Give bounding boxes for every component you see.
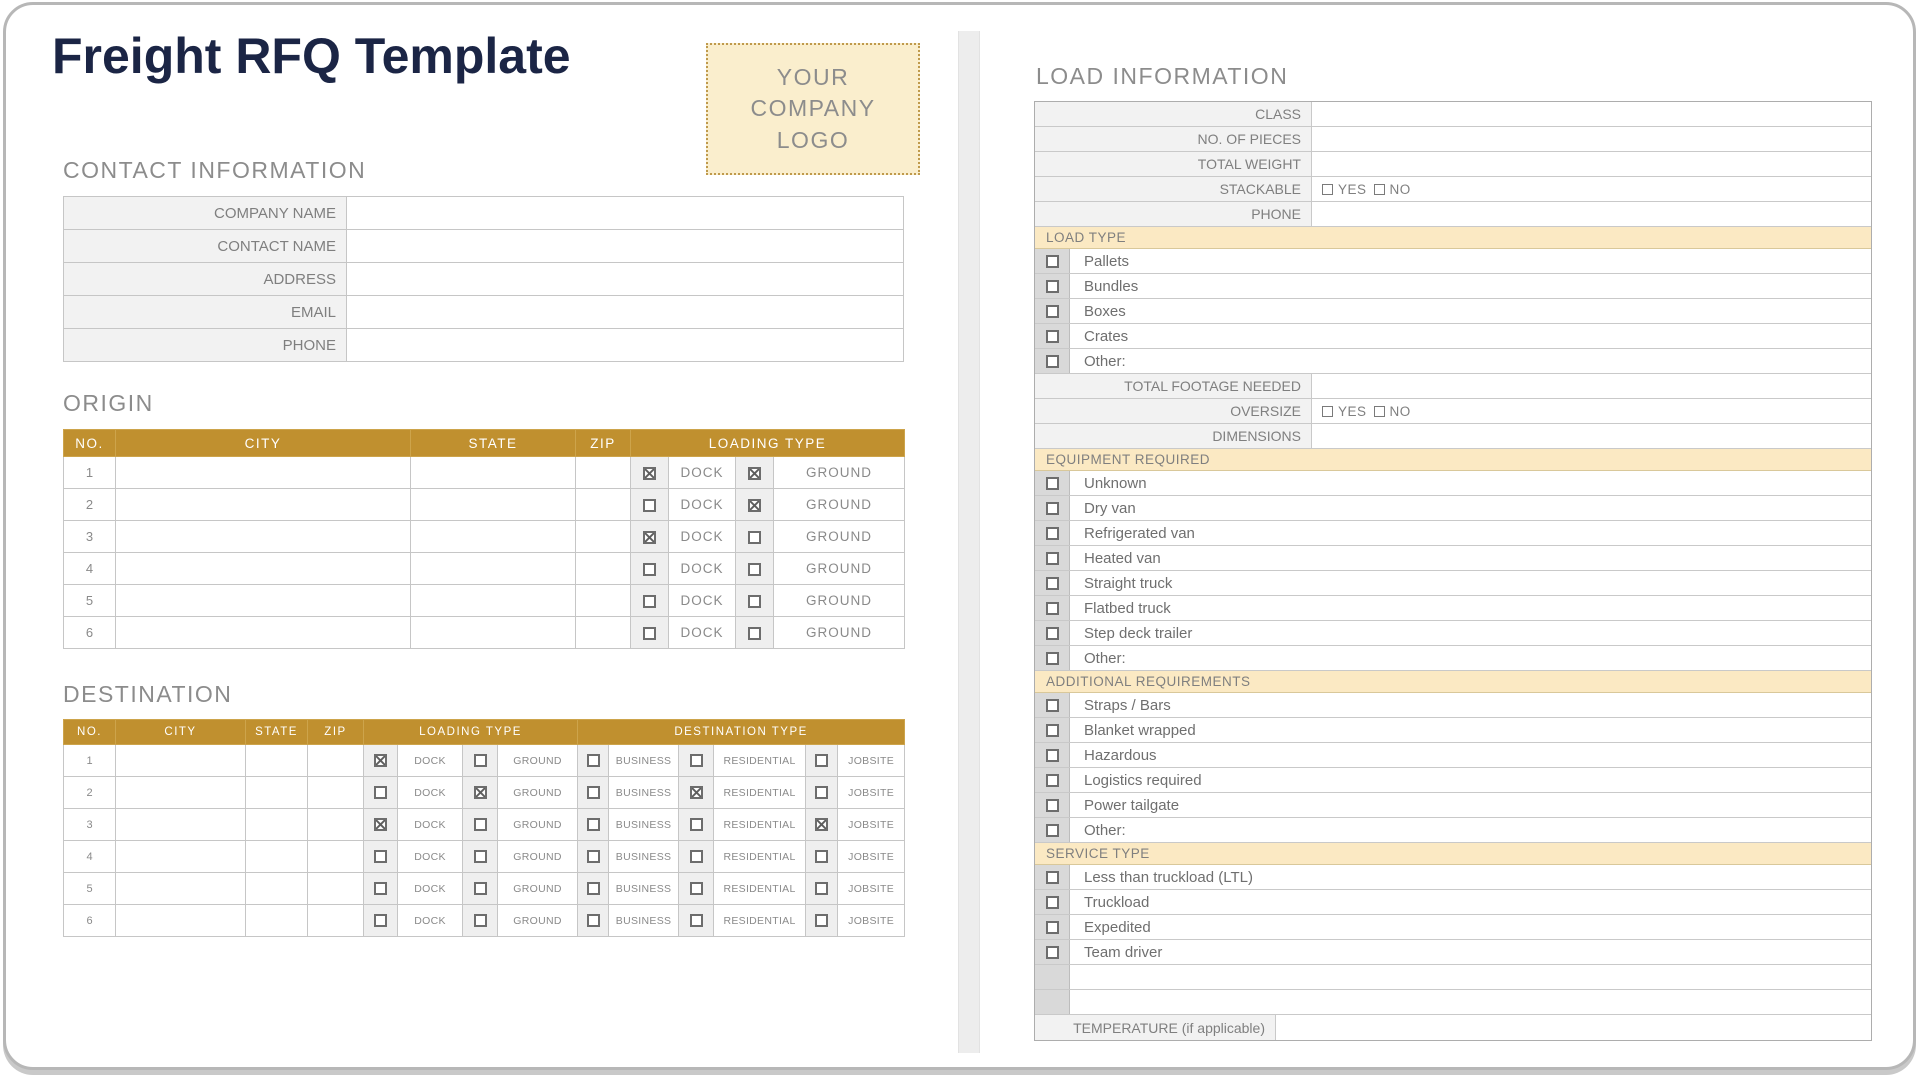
power-tailgate-checkbox[interactable] bbox=[1046, 799, 1059, 812]
crates-checkbox[interactable] bbox=[1046, 330, 1059, 343]
list-item bbox=[1035, 718, 1871, 743]
unknown-checkbox[interactable] bbox=[1046, 477, 1059, 490]
city-field[interactable] bbox=[116, 521, 411, 553]
city-field[interactable] bbox=[116, 905, 246, 937]
logistics-required-checkbox[interactable] bbox=[1046, 774, 1059, 787]
stackable-label: STACKABLE bbox=[1035, 177, 1312, 201]
table-row bbox=[1035, 177, 1871, 202]
no-label: NO bbox=[1389, 403, 1411, 419]
city-field[interactable] bbox=[116, 809, 246, 841]
list-item bbox=[1035, 521, 1871, 546]
destination-heading: DESTINATION bbox=[63, 681, 233, 707]
destination-row-5 bbox=[64, 873, 905, 905]
truckload-checkbox[interactable] bbox=[1046, 896, 1059, 909]
state-field[interactable] bbox=[246, 905, 308, 937]
list-item bbox=[1035, 496, 1871, 521]
straps-bars-label: Straps / Bars bbox=[1070, 693, 1871, 717]
power-tailgate-label: Power tailgate bbox=[1070, 793, 1871, 817]
business-checkbox[interactable] bbox=[587, 818, 600, 831]
dock-label: DOCK bbox=[398, 841, 463, 873]
equipment-other-checkbox[interactable] bbox=[1046, 652, 1059, 665]
dock-checkbox[interactable] bbox=[643, 531, 656, 544]
ground-checkbox[interactable] bbox=[748, 627, 761, 640]
ground-checkbox[interactable] bbox=[748, 467, 761, 480]
list-item bbox=[1035, 890, 1871, 915]
row-number: 1 bbox=[64, 745, 116, 777]
residential-label: RESIDENTIAL bbox=[714, 745, 806, 777]
state-field[interactable] bbox=[246, 745, 308, 777]
ltl-checkbox[interactable] bbox=[1046, 871, 1059, 884]
destination-header-row bbox=[64, 720, 905, 745]
empty-field[interactable] bbox=[1070, 965, 1871, 989]
row-number: 6 bbox=[64, 905, 116, 937]
state-field[interactable] bbox=[246, 777, 308, 809]
dock-checkbox[interactable] bbox=[374, 786, 387, 799]
dock-label: DOCK bbox=[398, 905, 463, 937]
business-label: BUSINESS bbox=[609, 809, 679, 841]
straps-bars-checkbox[interactable] bbox=[1046, 699, 1059, 712]
additional-other-label: Other: bbox=[1070, 818, 1871, 842]
zip-field[interactable] bbox=[576, 585, 631, 617]
col-header-loading-type: LOADING TYPE bbox=[364, 720, 578, 745]
ground-label: GROUND bbox=[498, 745, 578, 777]
ground-checkbox[interactable] bbox=[748, 563, 761, 576]
list-item bbox=[1035, 299, 1871, 324]
dock-checkbox[interactable] bbox=[374, 882, 387, 895]
total-weight-field[interactable] bbox=[1312, 152, 1871, 176]
ground-checkbox[interactable] bbox=[474, 914, 487, 927]
logo-line-2: COMPANY bbox=[750, 95, 876, 122]
hazardous-label: Hazardous bbox=[1070, 743, 1871, 767]
company-name-label: COMPANY NAME bbox=[64, 197, 347, 230]
company-logo-placeholder[interactable] bbox=[706, 43, 920, 175]
zip-field[interactable] bbox=[576, 617, 631, 649]
business-checkbox[interactable] bbox=[587, 786, 600, 799]
state-field[interactable] bbox=[411, 457, 576, 489]
jobsite-label: JOBSITE bbox=[838, 809, 905, 841]
load-information-heading: LOAD INFORMATION bbox=[1036, 63, 1289, 89]
logistics-required-label: Logistics required bbox=[1070, 768, 1871, 792]
row-number: 3 bbox=[64, 521, 116, 553]
ground-label: GROUND bbox=[498, 777, 578, 809]
origin-row-4 bbox=[64, 553, 905, 585]
jobsite-label: JOBSITE bbox=[838, 841, 905, 873]
ltl-label: Less than truckload (LTL) bbox=[1070, 865, 1871, 889]
load-type-other-checkbox[interactable] bbox=[1046, 355, 1059, 368]
heated-van-checkbox[interactable] bbox=[1046, 552, 1059, 565]
table-row bbox=[64, 263, 904, 296]
step-deck-trailer-checkbox[interactable] bbox=[1046, 627, 1059, 640]
residential-checkbox[interactable] bbox=[690, 914, 703, 927]
origin-header-row bbox=[64, 430, 905, 457]
team-driver-checkbox[interactable] bbox=[1046, 946, 1059, 959]
empty-row bbox=[1035, 965, 1871, 990]
list-item bbox=[1035, 546, 1871, 571]
crates-label: Crates bbox=[1070, 324, 1871, 348]
origin-row-3 bbox=[64, 521, 905, 553]
list-item bbox=[1035, 818, 1871, 843]
empty-cell bbox=[1035, 965, 1070, 989]
col-header-no: NO. bbox=[64, 430, 116, 457]
residential-checkbox[interactable] bbox=[690, 882, 703, 895]
table-row bbox=[64, 296, 904, 329]
table-row bbox=[1035, 202, 1871, 227]
dock-label: DOCK bbox=[669, 617, 736, 649]
business-label: BUSINESS bbox=[609, 905, 679, 937]
city-field[interactable] bbox=[116, 841, 246, 873]
ground-label: GROUND bbox=[498, 809, 578, 841]
list-item bbox=[1035, 768, 1871, 793]
ground-label: GROUND bbox=[774, 585, 905, 617]
residential-label: RESIDENTIAL bbox=[714, 777, 806, 809]
list-item bbox=[1035, 571, 1871, 596]
table-row bbox=[1035, 1015, 1871, 1040]
state-field[interactable] bbox=[411, 553, 576, 585]
table-row bbox=[1035, 127, 1871, 152]
yes-label: YES bbox=[1338, 403, 1367, 419]
refrigerated-van-label: Refrigerated van bbox=[1070, 521, 1871, 545]
dock-checkbox[interactable] bbox=[643, 595, 656, 608]
dock-checkbox[interactable] bbox=[374, 914, 387, 927]
dry-van-checkbox[interactable] bbox=[1046, 502, 1059, 515]
list-item bbox=[1035, 596, 1871, 621]
row-number: 2 bbox=[64, 489, 116, 521]
jobsite-checkbox[interactable] bbox=[815, 818, 828, 831]
contact-information-heading: CONTACT INFORMATION bbox=[63, 157, 367, 183]
list-item bbox=[1035, 324, 1871, 349]
row-number: 6 bbox=[64, 617, 116, 649]
ground-checkbox[interactable] bbox=[474, 754, 487, 767]
no-of-pieces-label: NO. OF PIECES bbox=[1035, 127, 1312, 151]
city-field[interactable] bbox=[116, 553, 411, 585]
total-weight-label: TOTAL WEIGHT bbox=[1035, 152, 1312, 176]
truckload-label: Truckload bbox=[1070, 890, 1871, 914]
dock-checkbox[interactable] bbox=[374, 818, 387, 831]
business-checkbox[interactable] bbox=[587, 882, 600, 895]
table-row bbox=[1035, 374, 1871, 399]
expedited-checkbox[interactable] bbox=[1046, 921, 1059, 934]
row-number: 5 bbox=[64, 585, 116, 617]
additional-other-checkbox[interactable] bbox=[1046, 824, 1059, 837]
col-header-no: NO. bbox=[64, 720, 116, 745]
state-field[interactable] bbox=[411, 617, 576, 649]
table-row bbox=[1035, 399, 1871, 424]
zip-field[interactable] bbox=[308, 905, 364, 937]
city-field[interactable] bbox=[116, 745, 246, 777]
origin-heading: ORIGIN bbox=[63, 390, 154, 416]
origin-row-6 bbox=[64, 617, 905, 649]
contact-information-table bbox=[63, 196, 904, 362]
zip-field[interactable] bbox=[308, 777, 364, 809]
residential-label: RESIDENTIAL bbox=[714, 809, 806, 841]
ground-checkbox[interactable] bbox=[474, 786, 487, 799]
list-item bbox=[1035, 793, 1871, 818]
dock-checkbox[interactable] bbox=[643, 563, 656, 576]
jobsite-label: JOBSITE bbox=[838, 777, 905, 809]
city-field[interactable] bbox=[116, 777, 246, 809]
class-field[interactable] bbox=[1312, 102, 1871, 126]
email-label: EMAIL bbox=[64, 296, 347, 329]
origin-table bbox=[63, 429, 905, 649]
unknown-label: Unknown bbox=[1070, 471, 1871, 495]
logo-line-3: LOGO bbox=[776, 126, 850, 153]
ground-checkbox[interactable] bbox=[474, 850, 487, 863]
table-row bbox=[64, 329, 904, 362]
list-item bbox=[1035, 471, 1871, 496]
address-field[interactable] bbox=[347, 263, 904, 296]
list-item bbox=[1035, 249, 1871, 274]
list-item bbox=[1035, 693, 1871, 718]
col-header-city: CITY bbox=[116, 720, 246, 745]
dock-label: DOCK bbox=[669, 585, 736, 617]
total-footage-field[interactable] bbox=[1312, 374, 1871, 398]
list-item bbox=[1035, 743, 1871, 768]
business-label: BUSINESS bbox=[609, 841, 679, 873]
dock-label: DOCK bbox=[669, 457, 736, 489]
company-name-field[interactable] bbox=[347, 197, 904, 230]
jobsite-checkbox[interactable] bbox=[815, 850, 828, 863]
straight-truck-checkbox[interactable] bbox=[1046, 577, 1059, 590]
dock-checkbox[interactable] bbox=[643, 627, 656, 640]
city-field[interactable] bbox=[116, 457, 411, 489]
zip-field[interactable] bbox=[576, 457, 631, 489]
phone-field[interactable] bbox=[347, 329, 904, 362]
business-checkbox[interactable] bbox=[587, 850, 600, 863]
hazardous-checkbox[interactable] bbox=[1046, 749, 1059, 762]
boxes-label: Boxes bbox=[1070, 299, 1871, 323]
pallets-label: Pallets bbox=[1070, 249, 1871, 273]
origin-row-2 bbox=[64, 489, 905, 521]
heated-van-label: Heated van bbox=[1070, 546, 1871, 570]
business-label: BUSINESS bbox=[609, 777, 679, 809]
destination-row-1 bbox=[64, 745, 905, 777]
dock-label: DOCK bbox=[669, 489, 736, 521]
zip-field[interactable] bbox=[576, 521, 631, 553]
list-item bbox=[1035, 940, 1871, 965]
business-checkbox[interactable] bbox=[587, 754, 600, 767]
list-item bbox=[1035, 915, 1871, 940]
total-footage-label: TOTAL FOOTAGE NEEDED bbox=[1035, 374, 1312, 398]
col-header-loading-type: LOADING TYPE bbox=[631, 430, 905, 457]
flatbed-truck-checkbox[interactable] bbox=[1046, 602, 1059, 615]
ground-label: GROUND bbox=[774, 553, 905, 585]
contact-name-label: CONTACT NAME bbox=[64, 230, 347, 263]
jobsite-checkbox[interactable] bbox=[815, 882, 828, 895]
pallets-checkbox[interactable] bbox=[1046, 255, 1059, 268]
origin-row-5 bbox=[64, 585, 905, 617]
business-label: BUSINESS bbox=[609, 873, 679, 905]
load-information-table bbox=[1034, 101, 1872, 1041]
blanket-wrapped-checkbox[interactable] bbox=[1046, 724, 1059, 737]
dimensions-field[interactable] bbox=[1312, 424, 1871, 448]
expedited-label: Expedited bbox=[1070, 915, 1871, 939]
destination-table bbox=[63, 719, 905, 937]
destination-row-3 bbox=[64, 809, 905, 841]
ground-label: GROUND bbox=[774, 521, 905, 553]
zip-field[interactable] bbox=[308, 841, 364, 873]
ground-label: GROUND bbox=[774, 489, 905, 521]
no-of-pieces-field[interactable] bbox=[1312, 127, 1871, 151]
row-number: 4 bbox=[64, 841, 116, 873]
ground-label: GROUND bbox=[774, 457, 905, 489]
row-number: 5 bbox=[64, 873, 116, 905]
list-item bbox=[1035, 865, 1871, 890]
state-field[interactable] bbox=[411, 521, 576, 553]
table-row bbox=[1035, 102, 1871, 127]
jobsite-checkbox[interactable] bbox=[815, 914, 828, 927]
equipment-other-label: Other: bbox=[1070, 646, 1871, 670]
contact-name-field[interactable] bbox=[347, 230, 904, 263]
ground-checkbox[interactable] bbox=[748, 595, 761, 608]
jobsite-checkbox[interactable] bbox=[815, 754, 828, 767]
equipment-required-section-header: EQUIPMENT REQUIRED bbox=[1035, 449, 1871, 471]
ground-label: GROUND bbox=[498, 905, 578, 937]
stackable-no-checkbox[interactable] bbox=[1374, 184, 1385, 195]
destination-row-6 bbox=[64, 905, 905, 937]
phone-label: PHONE bbox=[64, 329, 347, 362]
bundles-checkbox[interactable] bbox=[1046, 280, 1059, 293]
oversize-yes-checkbox[interactable] bbox=[1322, 406, 1333, 417]
row-number: 2 bbox=[64, 777, 116, 809]
city-field[interactable] bbox=[116, 585, 411, 617]
jobsite-checkbox[interactable] bbox=[815, 786, 828, 799]
state-field[interactable] bbox=[411, 489, 576, 521]
zip-field[interactable] bbox=[308, 809, 364, 841]
email-field[interactable] bbox=[347, 296, 904, 329]
oversize-label: OVERSIZE bbox=[1035, 399, 1312, 423]
temperature-field[interactable] bbox=[1276, 1015, 1871, 1040]
row-number: 4 bbox=[64, 553, 116, 585]
address-label: ADDRESS bbox=[64, 263, 347, 296]
state-field[interactable] bbox=[246, 873, 308, 905]
blanket-wrapped-label: Blanket wrapped bbox=[1070, 718, 1871, 742]
empty-row bbox=[1035, 990, 1871, 1015]
residential-checkbox[interactable] bbox=[690, 786, 703, 799]
dock-checkbox[interactable] bbox=[643, 467, 656, 480]
city-field[interactable] bbox=[116, 617, 411, 649]
zip-field[interactable] bbox=[576, 553, 631, 585]
step-deck-trailer-label: Step deck trailer bbox=[1070, 621, 1871, 645]
load-phone-label: PHONE bbox=[1035, 202, 1312, 226]
temperature-label: TEMPERATURE (if applicable) bbox=[1035, 1015, 1276, 1040]
destination-row-2 bbox=[64, 777, 905, 809]
list-item bbox=[1035, 621, 1871, 646]
col-header-destination-type: DESTINATION TYPE bbox=[578, 720, 905, 745]
dock-checkbox[interactable] bbox=[374, 850, 387, 863]
business-checkbox[interactable] bbox=[587, 914, 600, 927]
residential-checkbox[interactable] bbox=[690, 850, 703, 863]
ground-checkbox[interactable] bbox=[748, 531, 761, 544]
page-divider bbox=[958, 31, 980, 1053]
bundles-label: Bundles bbox=[1070, 274, 1871, 298]
yes-label: YES bbox=[1338, 181, 1367, 197]
city-field[interactable] bbox=[116, 489, 411, 521]
dock-label: DOCK bbox=[669, 521, 736, 553]
service-type-section-header: SERVICE TYPE bbox=[1035, 843, 1871, 865]
load-phone-field[interactable] bbox=[1312, 202, 1871, 226]
table-row bbox=[1035, 152, 1871, 177]
ground-label: GROUND bbox=[774, 617, 905, 649]
dock-checkbox[interactable] bbox=[374, 754, 387, 767]
jobsite-label: JOBSITE bbox=[838, 873, 905, 905]
load-type-other-label: Other: bbox=[1070, 349, 1871, 373]
destination-row-4 bbox=[64, 841, 905, 873]
logo-line-1: YOUR bbox=[776, 64, 850, 91]
state-field[interactable] bbox=[411, 585, 576, 617]
dock-label: DOCK bbox=[398, 809, 463, 841]
ground-checkbox[interactable] bbox=[474, 882, 487, 895]
load-type-section-header: LOAD TYPE bbox=[1035, 227, 1871, 249]
dry-van-label: Dry van bbox=[1070, 496, 1871, 520]
stackable-yes-checkbox[interactable] bbox=[1322, 184, 1333, 195]
ground-checkbox[interactable] bbox=[474, 818, 487, 831]
zip-field[interactable] bbox=[308, 745, 364, 777]
jobsite-label: JOBSITE bbox=[838, 745, 905, 777]
city-field[interactable] bbox=[116, 873, 246, 905]
origin-row-1 bbox=[64, 457, 905, 489]
residential-label: RESIDENTIAL bbox=[714, 905, 806, 937]
ground-label: GROUND bbox=[498, 841, 578, 873]
empty-field[interactable] bbox=[1070, 990, 1871, 1014]
residential-label: RESIDENTIAL bbox=[714, 873, 806, 905]
jobsite-label: JOBSITE bbox=[838, 905, 905, 937]
table-row bbox=[1035, 424, 1871, 449]
document-frame bbox=[3, 2, 1916, 1070]
team-driver-label: Team driver bbox=[1070, 940, 1871, 964]
refrigerated-van-checkbox[interactable] bbox=[1046, 527, 1059, 540]
list-item bbox=[1035, 274, 1871, 299]
no-label: NO bbox=[1389, 181, 1411, 197]
col-header-zip: ZIP bbox=[308, 720, 364, 745]
class-label: CLASS bbox=[1035, 102, 1312, 126]
table-row bbox=[64, 197, 904, 230]
state-field[interactable] bbox=[246, 841, 308, 873]
table-row bbox=[64, 230, 904, 263]
list-item bbox=[1035, 646, 1871, 671]
flatbed-truck-label: Flatbed truck bbox=[1070, 596, 1871, 620]
zip-field[interactable] bbox=[576, 489, 631, 521]
dimensions-label: DIMENSIONS bbox=[1035, 424, 1312, 448]
dock-label: DOCK bbox=[398, 873, 463, 905]
empty-cell bbox=[1035, 990, 1070, 1014]
zip-field[interactable] bbox=[308, 873, 364, 905]
ground-label: GROUND bbox=[498, 873, 578, 905]
state-field[interactable] bbox=[246, 809, 308, 841]
straight-truck-label: Straight truck bbox=[1070, 571, 1871, 595]
business-label: BUSINESS bbox=[609, 745, 679, 777]
dock-label: DOCK bbox=[669, 553, 736, 585]
dock-label: DOCK bbox=[398, 745, 463, 777]
dock-label: DOCK bbox=[398, 777, 463, 809]
row-number: 1 bbox=[64, 457, 116, 489]
col-header-state: STATE bbox=[411, 430, 576, 457]
boxes-checkbox[interactable] bbox=[1046, 305, 1059, 318]
residential-label: RESIDENTIAL bbox=[714, 841, 806, 873]
col-header-city: CITY bbox=[116, 430, 411, 457]
list-item bbox=[1035, 349, 1871, 374]
residential-checkbox[interactable] bbox=[690, 754, 703, 767]
col-header-state: STATE bbox=[246, 720, 308, 745]
ground-checkbox[interactable] bbox=[748, 499, 761, 512]
dock-checkbox[interactable] bbox=[643, 499, 656, 512]
oversize-no-checkbox[interactable] bbox=[1374, 406, 1385, 417]
additional-requirements-section-header: ADDITIONAL REQUIREMENTS bbox=[1035, 671, 1871, 693]
page-title: Freight RFQ Template bbox=[52, 28, 571, 84]
col-header-zip: ZIP bbox=[576, 430, 631, 457]
row-number: 3 bbox=[64, 809, 116, 841]
residential-checkbox[interactable] bbox=[690, 818, 703, 831]
